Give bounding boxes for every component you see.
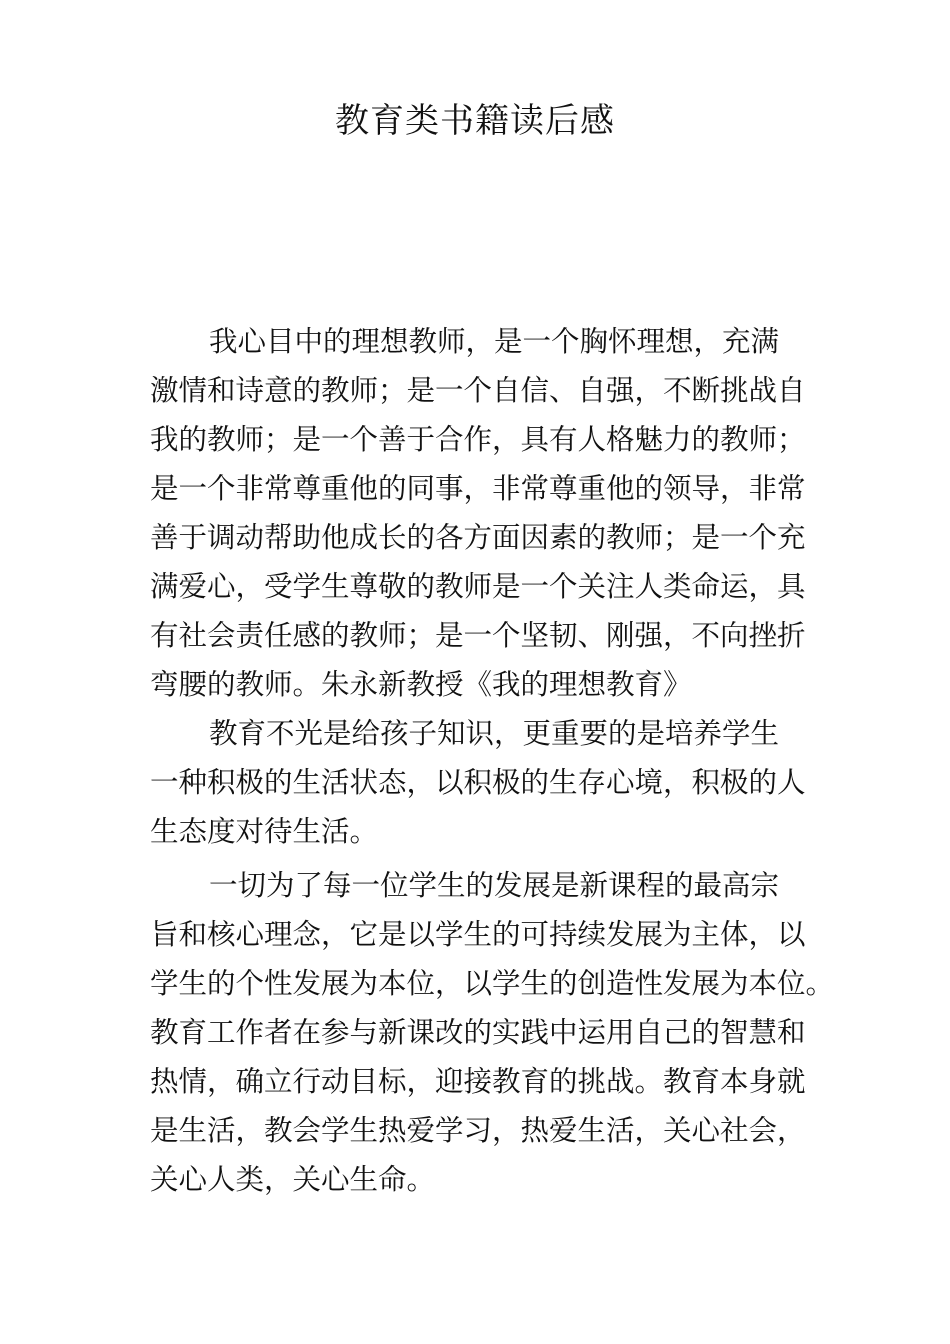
paragraph-3-line-2: 旨和核心理念，它是以学生的可持续发展为主体，以	[150, 918, 806, 951]
paragraph-1-line-6: 满爱心，受学生尊敬的教师是一个关注人类命运，具	[150, 570, 806, 603]
paragraph-1-line-3: 我的教师；是一个善于合作，具有人格魅力的教师；	[150, 423, 806, 456]
paragraph-2-line-1: 教育不光是给孩子知识，更重要的是培养学生	[209, 717, 780, 750]
paragraph-1-line-5: 善于调动帮助他成长的各方面因素的教师；是一个充	[150, 521, 806, 554]
paragraph-3-line-3: 学生的个性发展为本位，以学生的创造性发展为本位。	[150, 967, 835, 1000]
paragraph-1-line-7: 有社会责任感的教师；是一个坚韧、刚强，不向挫折	[150, 619, 806, 652]
paragraph-2-line-3: 生态度对待生活。	[150, 815, 379, 848]
paragraph-3-line-5: 热情，确立行动目标，迎接教育的挑战。教育本身就	[150, 1065, 806, 1098]
paragraph-3-line-7: 关心人类，关心生命。	[150, 1163, 436, 1196]
paragraph-3-line-6: 是生活，教会学生热爱学习，热爱生活，关心社会，	[150, 1114, 806, 1147]
paragraph-2-line-2: 一种积极的生活状态，以积极的生存心境，积极的人	[150, 766, 806, 799]
paragraph-3-line-4: 教育工作者在参与新课改的实践中运用自己的智慧和	[150, 1016, 806, 1049]
paragraph-1-line-8: 弯腰的教师。朱永新教授《我的理想教育》	[150, 668, 692, 701]
paragraph-1-line-4: 是一个非常尊重他的同事，非常尊重他的领导，非常	[150, 472, 806, 505]
paragraph-1-line-1: 我心目中的理想教师，是一个胸怀理想，充满	[209, 325, 780, 358]
document-title: 教育类书籍读后感	[335, 101, 615, 141]
paragraph-1-line-2: 激情和诗意的教师；是一个自信、自强，不断挑战自	[150, 374, 806, 407]
paragraph-3-line-1: 一切为了每一位学生的发展是新课程的最高宗	[209, 869, 780, 902]
